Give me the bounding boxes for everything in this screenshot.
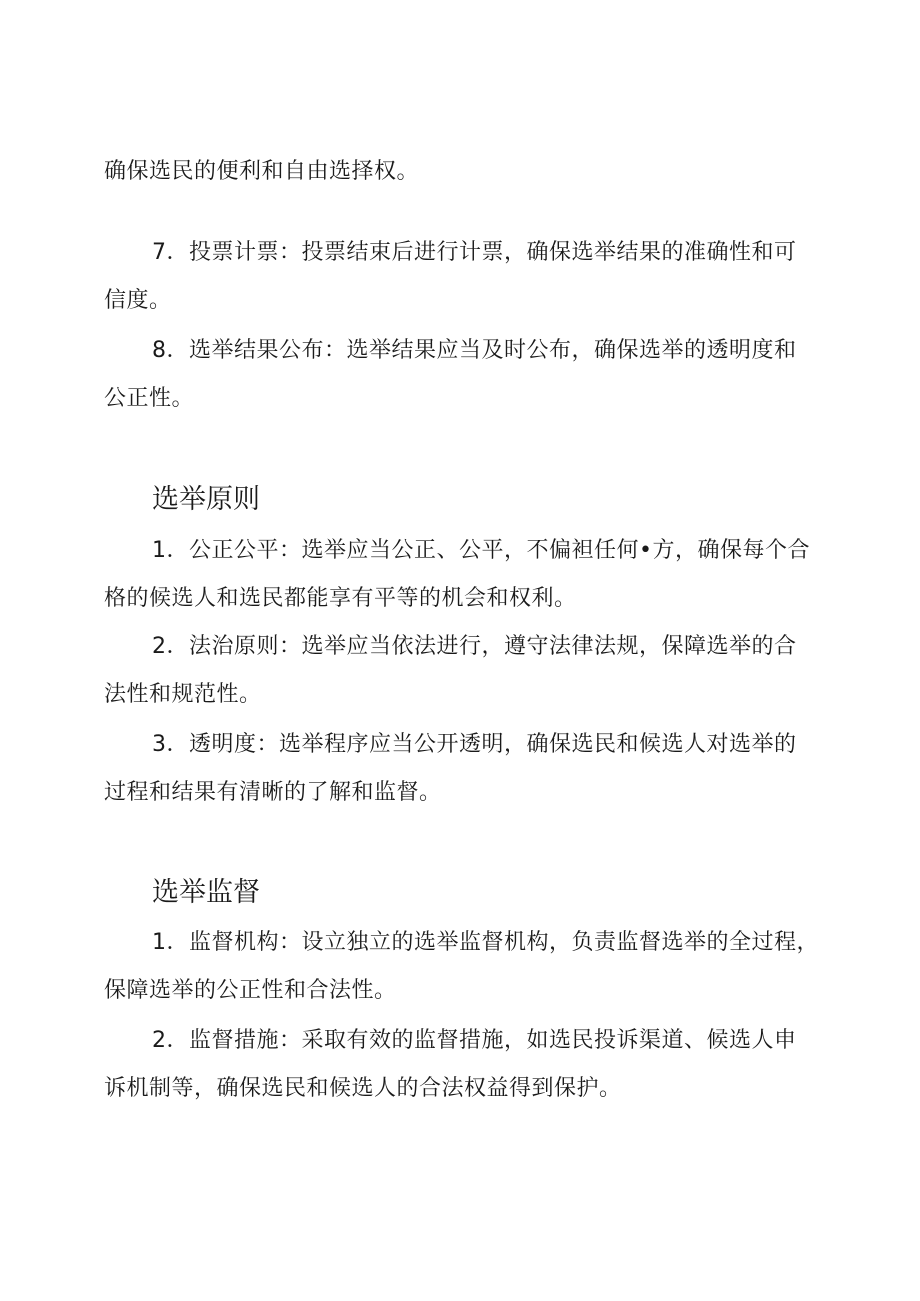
- supervision-item-1-line-2: 保障选举的公正性和合法性。: [104, 978, 397, 1003]
- list-item-8-line-2: 公正性。: [104, 386, 195, 411]
- supervision-item-2-line-1: 2．监督措施：采取有效的监督措施，如选民投诉渠道、候选人申: [152, 1028, 797, 1053]
- principle-item-2-line-1: 2．法治原则：选举应当依法进行，遵守法律法规，保障选举的合: [152, 634, 797, 659]
- list-item-8-line-1: 8．选举结果公布：选举结果应当及时公布，确保选举的透明度和: [152, 338, 797, 363]
- section-heading-supervision: 选举监督: [152, 877, 260, 908]
- paragraph-line: 确保选民的便利和自由选择权。: [104, 159, 420, 184]
- list-item-7-line-2: 信度。: [104, 288, 172, 313]
- principle-item-1-line-1: 1．公正公平：选举应当公正、公平，不偏袒任何•方，确保每个合: [152, 538, 810, 563]
- principle-item-3-line-1: 3．透明度：选举程序应当公开透明，确保选民和候选人对选举的: [152, 732, 797, 757]
- principle-item-2-line-2: 法性和规范性。: [104, 682, 262, 707]
- list-item-7-line-1: 7．投票计票：投票结束后进行计票，确保选举结果的准确性和可: [152, 240, 797, 265]
- section-heading-principles: 选举原则: [152, 484, 260, 515]
- supervision-item-1-line-1: 1．监督机构：设立独立的选举监督机构，负责监督选举的全过程，: [152, 930, 819, 955]
- principle-item-3-line-2: 过程和结果有清晰的了解和监督。: [104, 780, 442, 805]
- principle-item-1-line-2: 格的候选人和选民都能享有平等的机会和权利。: [104, 586, 577, 611]
- supervision-item-2-line-2: 诉机制等，确保选民和候选人的合法权益得到保护。: [104, 1076, 622, 1101]
